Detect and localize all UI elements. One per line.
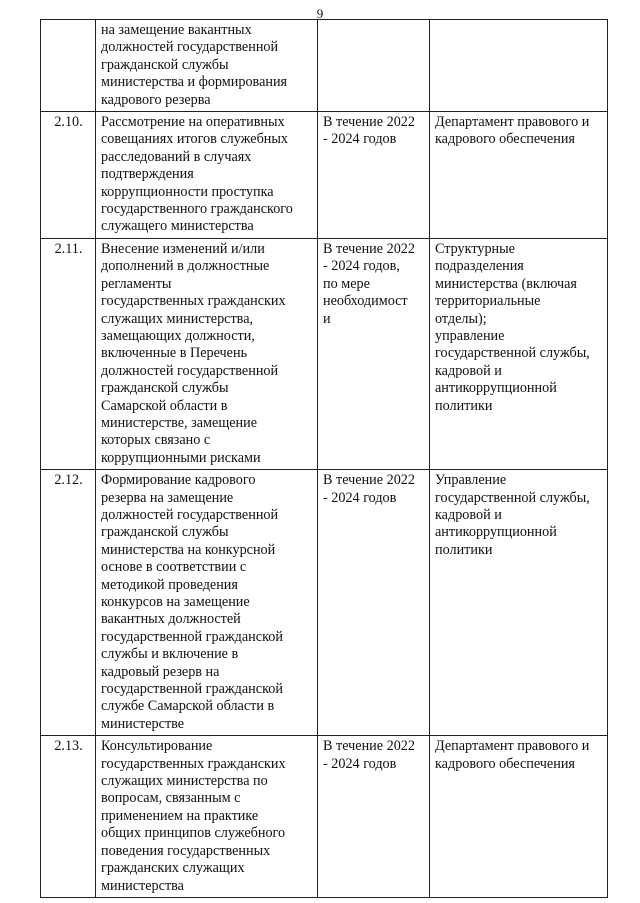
activity-cell: на замещение вакантных должностей государственной гражданской службы министерства и формирования кадрового резерва (96, 20, 318, 112)
table-row (41, 736, 608, 898)
deadline-cell (318, 20, 430, 112)
activity-cell: Внесение изменений и/или дополнений в должностные регламенты государственных гражданских служащих министерства, замещающих должности, включенные в Перечень должностей государственной гражданской службы Самарской области в министерстве, замещение которых связано с коррупционными рисками (96, 238, 318, 469)
row-number: 2.13. (41, 736, 96, 898)
deadline-cell: В течение 2022 - 2024 годов (318, 736, 430, 898)
responsible-cell: Департамент правового и кадрового обеспечения (430, 736, 608, 898)
measures-table (40, 19, 608, 898)
row-number: 2.12. (41, 470, 96, 736)
row-number (41, 20, 96, 112)
row-number: 2.10. (41, 112, 96, 239)
responsible-cell: Управление государственной службы, кадровой и антикоррупционной политики (430, 470, 608, 736)
table-row (41, 238, 608, 469)
responsible-cell: Структурные подразделения министерства (включая территориальные отделы); управление государственной службы, кадровой и антикоррупционной политики (430, 238, 608, 469)
table-row (41, 470, 608, 736)
table-row (41, 20, 608, 112)
row-number: 2.11. (41, 238, 96, 469)
deadline-cell: В течение 2022 - 2024 годов (318, 112, 430, 239)
responsible-cell: Департамент правового и кадрового обеспечения (430, 112, 608, 239)
responsible-cell (430, 20, 608, 112)
deadline-cell: В течение 2022 - 2024 годов (318, 470, 430, 736)
page-number: 9 (316, 6, 324, 21)
deadline-cell: В течение 2022 - 2024 годов, по мере необходимост и (318, 238, 430, 469)
activity-cell: Консультирование государственных гражданских служащих министерства по вопросам, связанным с применением на практике общих принципов служебного поведения государственных гражданских служащих министерства (96, 736, 318, 898)
activity-cell: Формирование кадрового резерва на замещение должностей государственной гражданской службы министерства на конкурсной основе в соответствии с методикой проведения конкурсов на замещение вакантных должностей государственной гражданской службы и включение в кадровый резерв на государственной гражданской службе Самарской области в министерстве (96, 470, 318, 736)
table-row (41, 112, 608, 239)
activity-cell: Рассмотрение на оперативных совещаниях итогов служебных расследований в случаях подтверждения коррупционности проступка государственного гражданского служащего министерства (96, 112, 318, 239)
